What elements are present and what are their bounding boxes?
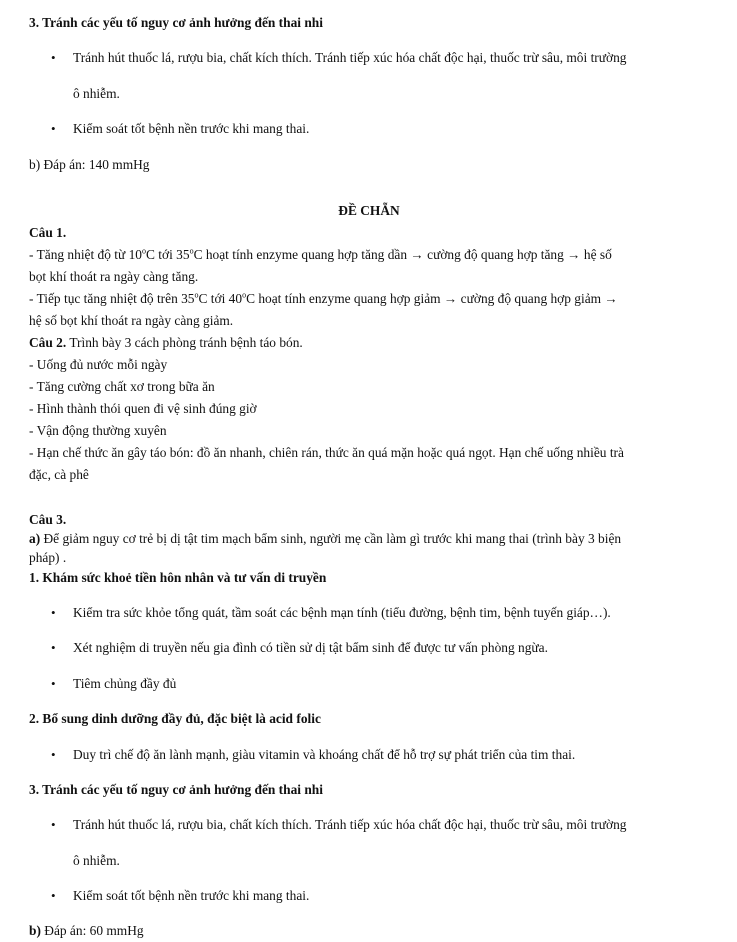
bullet-control-disease-even: • Kiểm soát tốt bệnh nền trước khi mang thai. (29, 885, 709, 907)
question-1-label: Câu 1. (29, 224, 67, 240)
bullet-avoid-substances: • Tránh hút thuốc lá, rượu bia, chất kích thích. Tránh tiếp xúc hóa chất độc hại, thuốc trừ sâu, môi trường (29, 47, 709, 69)
document-page (29, 12, 709, 942)
q2-item: - Hình thành thói quen đi vệ sinh đúng giờ (29, 400, 257, 416)
q1-line-4: hệ số bọt khí thoát ra ngày càng giảm. (29, 312, 234, 328)
section-heading-risk-factors: 3. Tránh các yếu tố nguy cơ ảnh hưởng đến thai nhi (29, 15, 323, 30)
bullet-control-disease: • Kiểm soát tốt bệnh nền trước khi mang thai. (29, 118, 709, 140)
heading-health-check: 1. Khám sức khoẻ tiền hôn nhân và tư vấn di truyền (29, 569, 327, 585)
heading-risk-factors-even: 3. Tránh các yếu tố nguy cơ ảnh hưởng đến thai nhi (29, 781, 323, 797)
q3a-line-1: a) Để giảm nguy cơ trẻ bị dị tật tim mạch bẩm sinh, người mẹ cần làm gì trước khi mang thai (trình bày 3 biện (29, 530, 622, 546)
q2-item: - Uống đủ nước mỗi ngày (29, 356, 168, 372)
q3a-line-2: pháp) . (29, 549, 67, 565)
question-3-label: Câu 3. (29, 511, 67, 527)
heading-nutrition: 2. Bổ sung dinh dưỡng đầy đủ, đặc biệt là acid folic (29, 711, 321, 727)
q1-line-2: bọt khí thoát ra ngày càng tăng. (29, 268, 199, 284)
q2-item-last: - Hạn chế thức ăn gây táo bón: đồ ăn nhanh, chiên rán, thức ăn quá mặn hoặc quá ngọt. Hạn chế uống nhiều trà (29, 444, 624, 460)
bullet-avoid-substances-even: • Tránh hút thuốc lá, rượu bia, chất kích thích. Tránh tiếp xúc hóa chất độc hại, thuốc trừ sâu, môi trường (29, 814, 709, 836)
section-title-even: ĐỀ CHẴN (338, 202, 400, 218)
bullet-avoid-substances-even-cont: ô nhiễm. (73, 852, 120, 868)
answer-b-top: b) Đáp án: 140 mmHg (29, 156, 150, 172)
q1-line-1: - Tăng nhiệt độ từ 10$^o$C tới 35$^o$C hoạt tính enzyme quang hợp tăng dần → cường độ quang hợp tăng → hệ số (29, 246, 612, 262)
bullet-nutrition-1: • Duy trì chế độ ăn lành mạnh, giàu vitamin và khoáng chất để hỗ trợ sự phát triển của tim thai. (29, 744, 709, 766)
bullet-avoid-substances-cont: ô nhiễm. (73, 85, 120, 101)
q1-line-3: - Tiếp tục tăng nhiệt độ trên 35$^o$C tới 40$^o$C hoạt tính enzyme quang hợp giảm → cường độ quang hợp giảm → (29, 290, 618, 306)
bullet-health-check-2: • Xét nghiệm di truyền nếu gia đình có tiền sử dị tật bẩm sinh để được tư vấn phòng ngừa. (29, 637, 709, 659)
bullet-health-check-1: • Kiểm tra sức khỏe tổng quát, tầm soát các bệnh mạn tính (tiểu đường, bệnh tim, bệnh tuyến giáp…). (29, 602, 709, 624)
answer-b-even: b) Đáp án: 60 mmHg (29, 923, 144, 939)
bullet-health-check-3: • Tiêm chủng đầy đủ (29, 673, 709, 695)
q2-item-last-cont: đặc, cà phê (29, 466, 89, 482)
q2-item: - Tăng cường chất xơ trong bữa ăn (29, 378, 215, 394)
question-2: Câu 2. Trình bày 3 cách phòng tránh bệnh táo bón. (29, 334, 303, 350)
q2-item: - Vận động thường xuyên (29, 422, 167, 438)
